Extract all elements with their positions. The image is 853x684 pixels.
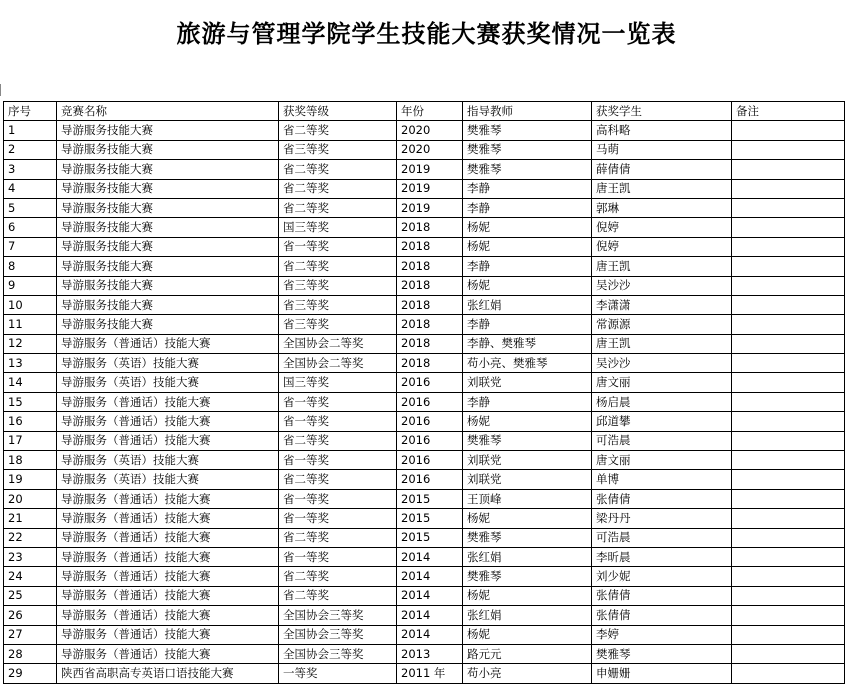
cell-index: 16: [4, 412, 57, 431]
cell-instructor: 李静: [463, 257, 592, 276]
cell-year: 2020: [397, 140, 463, 159]
cell-remarks: [732, 373, 845, 392]
cell-instructor: 李静: [463, 179, 592, 198]
cell-competition: 导游服务技能大赛: [57, 237, 279, 256]
cell-instructor: 苟小亮、樊雅琴: [463, 354, 592, 373]
cell-instructor: 樊雅琴: [463, 528, 592, 547]
cell-award-level: 省二等奖: [279, 179, 397, 198]
cell-index: 17: [4, 431, 57, 450]
table-row: [4, 606, 845, 625]
cell-remarks: [732, 160, 845, 179]
cell-instructor: 李静: [463, 392, 592, 411]
header-cell-award-level: 获奖等级: [279, 102, 397, 121]
cell-competition: 导游服务（普通话）技能大赛: [57, 586, 279, 605]
cell-award-level: 省三等奖: [279, 276, 397, 295]
cell-remarks: [732, 121, 845, 140]
cell-award-level: 省一等奖: [279, 547, 397, 566]
cell-remarks: [732, 237, 845, 256]
cell-instructor: 杨妮: [463, 586, 592, 605]
cell-instructor: 王顶峰: [463, 489, 592, 508]
cell-year: 2014: [397, 625, 463, 644]
cell-competition: 导游服务（普通话）技能大赛: [57, 528, 279, 547]
table-row: [4, 451, 845, 470]
cell-year: 2018: [397, 295, 463, 314]
header-cell-year: 年份: [397, 102, 463, 121]
table-row: [4, 295, 845, 314]
cell-competition: 导游服务技能大赛: [57, 257, 279, 276]
table-row: [4, 586, 845, 605]
cell-competition: 导游服务（英语）技能大赛: [57, 470, 279, 489]
table-row: [4, 334, 845, 353]
cell-remarks: [732, 431, 845, 450]
cell-award-level: 省二等奖: [279, 528, 397, 547]
cell-instructor: 樊雅琴: [463, 431, 592, 450]
cell-award-level: 省二等奖: [279, 567, 397, 586]
cell-instructor: 李静: [463, 198, 592, 217]
cell-student: 倪婷: [592, 237, 732, 256]
cell-competition: 导游服务技能大赛: [57, 295, 279, 314]
cell-competition: 陕西省高职高专英语口语技能大赛: [57, 664, 279, 683]
cell-award-level: 国三等奖: [279, 218, 397, 237]
cell-remarks: [732, 586, 845, 605]
cell-year: 2018: [397, 237, 463, 256]
cell-award-level: 全国协会三等奖: [279, 606, 397, 625]
cell-competition: 导游服务（普通话）技能大赛: [57, 412, 279, 431]
cell-instructor: 杨妮: [463, 509, 592, 528]
header-cell-student: 获奖学生: [592, 102, 732, 121]
cell-index: 19: [4, 470, 57, 489]
cell-remarks: [732, 198, 845, 217]
cell-index: 4: [4, 179, 57, 198]
cell-year: 2014: [397, 586, 463, 605]
cell-year: 2015: [397, 489, 463, 508]
cell-competition: 导游服务（英语）技能大赛: [57, 354, 279, 373]
cell-competition: 导游服务技能大赛: [57, 160, 279, 179]
cell-remarks: [732, 218, 845, 237]
cell-index: 11: [4, 315, 57, 334]
cell-award-level: 省二等奖: [279, 431, 397, 450]
cell-award-level: 省一等奖: [279, 489, 397, 508]
cell-index: 29: [4, 664, 57, 683]
awards-table-body: [4, 102, 845, 684]
cell-remarks: [732, 334, 845, 353]
cell-competition: 导游服务技能大赛: [57, 315, 279, 334]
cell-award-level: 省一等奖: [279, 451, 397, 470]
cell-student: 马萌: [592, 140, 732, 159]
table-row: [4, 392, 845, 411]
table-row: [4, 276, 845, 295]
cell-remarks: [732, 451, 845, 470]
cell-year: 2018: [397, 257, 463, 276]
table-row: [4, 664, 845, 683]
cell-instructor: 张红娟: [463, 295, 592, 314]
cell-index: 12: [4, 334, 57, 353]
cell-index: 14: [4, 373, 57, 392]
cell-index: 25: [4, 586, 57, 605]
cell-remarks: [732, 625, 845, 644]
cell-index: 10: [4, 295, 57, 314]
table-row: [4, 160, 845, 179]
cell-index: 28: [4, 644, 57, 663]
table-row: [4, 315, 845, 334]
cell-remarks: [732, 257, 845, 276]
cell-student: 梁丹丹: [592, 509, 732, 528]
cell-student: 单博: [592, 470, 732, 489]
cell-year: 2016: [397, 451, 463, 470]
cell-competition: 导游服务技能大赛: [57, 121, 279, 140]
cell-student: 申姗姗: [592, 664, 732, 683]
cell-student: 吴沙沙: [592, 276, 732, 295]
cell-year: 2016: [397, 373, 463, 392]
cell-award-level: 全国协会二等奖: [279, 354, 397, 373]
table-row: [4, 237, 845, 256]
header-cell-instructor: 指导教师: [463, 102, 592, 121]
cell-index: 2: [4, 140, 57, 159]
cell-student: 吴沙沙: [592, 354, 732, 373]
cell-year: 2016: [397, 412, 463, 431]
cell-award-level: 省三等奖: [279, 140, 397, 159]
table-row: [4, 257, 845, 276]
cell-instructor: 樊雅琴: [463, 160, 592, 179]
cell-year: 2015: [397, 528, 463, 547]
cell-student: 可浩晨: [592, 528, 732, 547]
cell-student: 唐王凯: [592, 179, 732, 198]
cell-student: 薛倩倩: [592, 160, 732, 179]
cell-instructor: 樊雅琴: [463, 121, 592, 140]
table-row: [4, 431, 845, 450]
cell-student: 唐文丽: [592, 373, 732, 392]
cell-award-level: 省二等奖: [279, 121, 397, 140]
table-row: [4, 373, 845, 392]
cell-competition: 导游服务技能大赛: [57, 179, 279, 198]
cell-remarks: [732, 489, 845, 508]
cell-instructor: 刘联党: [463, 373, 592, 392]
cell-year: 2020: [397, 121, 463, 140]
cell-instructor: 杨妮: [463, 218, 592, 237]
table-row: [4, 198, 845, 217]
cell-award-level: 省一等奖: [279, 412, 397, 431]
table-row: [4, 489, 845, 508]
cell-index: 3: [4, 160, 57, 179]
table-row: [4, 412, 845, 431]
cell-instructor: 杨妮: [463, 276, 592, 295]
cell-index: 9: [4, 276, 57, 295]
cell-index: 13: [4, 354, 57, 373]
cell-remarks: [732, 664, 845, 683]
table-row: [4, 625, 845, 644]
table-row: [4, 179, 845, 198]
cell-award-level: 省二等奖: [279, 198, 397, 217]
cell-instructor: 杨妮: [463, 237, 592, 256]
cell-competition: 导游服务（普通话）技能大赛: [57, 489, 279, 508]
cell-competition: 导游服务（英语）技能大赛: [57, 373, 279, 392]
cell-student: 邱道攀: [592, 412, 732, 431]
cell-award-level: 全国协会三等奖: [279, 644, 397, 663]
header-cell-competition: 竞赛名称: [57, 102, 279, 121]
cell-instructor: 张红娟: [463, 606, 592, 625]
cell-year: 2018: [397, 354, 463, 373]
cell-award-level: 省一等奖: [279, 392, 397, 411]
cell-student: 刘少妮: [592, 567, 732, 586]
cell-year: 2016: [397, 470, 463, 489]
cell-year: 2018: [397, 315, 463, 334]
awards-table: [3, 101, 845, 684]
cell-year: 2018: [397, 218, 463, 237]
cell-competition: 导游服务（普通话）技能大赛: [57, 547, 279, 566]
cell-index: 8: [4, 257, 57, 276]
table-row: [4, 140, 845, 159]
cell-competition: 导游服务（普通话）技能大赛: [57, 334, 279, 353]
table-row: [4, 567, 845, 586]
cell-student: 李婷: [592, 625, 732, 644]
cell-student: 常源源: [592, 315, 732, 334]
cell-competition: 导游服务（普通话）技能大赛: [57, 606, 279, 625]
cell-instructor: 李静: [463, 315, 592, 334]
cell-student: 倪婷: [592, 218, 732, 237]
header-cell-index: 序号: [4, 102, 57, 121]
cell-index: 7: [4, 237, 57, 256]
cell-year: 2011 年: [397, 664, 463, 683]
cell-student: 李昕晨: [592, 547, 732, 566]
cell-competition: 导游服务（普通话）技能大赛: [57, 431, 279, 450]
table-row: [4, 644, 845, 663]
cell-remarks: [732, 606, 845, 625]
cell-remarks: [732, 528, 845, 547]
cell-index: 23: [4, 547, 57, 566]
cell-index: 21: [4, 509, 57, 528]
cell-year: 2014: [397, 547, 463, 566]
cell-index: 24: [4, 567, 57, 586]
cell-award-level: 全国协会二等奖: [279, 334, 397, 353]
cell-remarks: [732, 509, 845, 528]
cell-year: 2019: [397, 179, 463, 198]
cell-year: 2019: [397, 160, 463, 179]
cell-instructor: 张红娟: [463, 547, 592, 566]
cell-index: 6: [4, 218, 57, 237]
cell-index: 20: [4, 489, 57, 508]
cell-instructor: 杨妮: [463, 625, 592, 644]
cell-index: 18: [4, 451, 57, 470]
cell-year: 2014: [397, 567, 463, 586]
cell-student: 张倩倩: [592, 586, 732, 605]
cell-remarks: [732, 644, 845, 663]
cell-student: 杨启晨: [592, 392, 732, 411]
cell-award-level: 一等奖: [279, 664, 397, 683]
cell-instructor: 杨妮: [463, 412, 592, 431]
cell-competition: 导游服务（普通话）技能大赛: [57, 567, 279, 586]
cell-student: 唐王凯: [592, 257, 732, 276]
cell-competition: 导游服务（普通话）技能大赛: [57, 392, 279, 411]
cell-edge-marker: [0, 84, 1, 96]
cell-remarks: [732, 276, 845, 295]
header-cell-remarks: 备注: [732, 102, 845, 121]
cell-remarks: [732, 567, 845, 586]
cell-student: 李潇潇: [592, 295, 732, 314]
cell-competition: 导游服务（普通话）技能大赛: [57, 644, 279, 663]
cell-remarks: [732, 392, 845, 411]
cell-award-level: 省二等奖: [279, 160, 397, 179]
cell-award-level: 国三等奖: [279, 373, 397, 392]
cell-student: 张倩倩: [592, 489, 732, 508]
cell-year: 2019: [397, 198, 463, 217]
cell-instructor: 苟小亮: [463, 664, 592, 683]
cell-student: 郭琳: [592, 198, 732, 217]
cell-remarks: [732, 315, 845, 334]
table-row: [4, 121, 845, 140]
cell-instructor: 刘联党: [463, 470, 592, 489]
cell-student: 樊雅琴: [592, 644, 732, 663]
cell-index: 26: [4, 606, 57, 625]
cell-year: 2018: [397, 334, 463, 353]
cell-instructor: 李静、樊雅琴: [463, 334, 592, 353]
table-row: [4, 528, 845, 547]
cell-instructor: 路元元: [463, 644, 592, 663]
cell-student: 唐文丽: [592, 451, 732, 470]
cell-competition: 导游服务技能大赛: [57, 140, 279, 159]
cell-remarks: [732, 295, 845, 314]
table-row: [4, 470, 845, 489]
cell-award-level: 省二等奖: [279, 470, 397, 489]
cell-index: 22: [4, 528, 57, 547]
cell-index: 5: [4, 198, 57, 217]
cell-competition: 导游服务（英语）技能大赛: [57, 451, 279, 470]
cell-year: 2014: [397, 606, 463, 625]
cell-student: 可浩晨: [592, 431, 732, 450]
cell-award-level: 省二等奖: [279, 586, 397, 605]
cell-award-level: 省二等奖: [279, 257, 397, 276]
cell-year: 2013: [397, 644, 463, 663]
cell-student: 张倩倩: [592, 606, 732, 625]
cell-remarks: [732, 354, 845, 373]
cell-competition: 导游服务技能大赛: [57, 198, 279, 217]
cell-index: 15: [4, 392, 57, 411]
cell-remarks: [732, 470, 845, 489]
page-title: 旅游与管理学院学生技能大赛获奖情况一览表: [176, 20, 677, 48]
cell-instructor: 刘联党: [463, 451, 592, 470]
cell-year: 2016: [397, 431, 463, 450]
cell-index: 1: [4, 121, 57, 140]
cell-award-level: 省三等奖: [279, 295, 397, 314]
cell-remarks: [732, 412, 845, 431]
cell-competition: 导游服务（普通话）技能大赛: [57, 509, 279, 528]
cell-year: 2018: [397, 276, 463, 295]
cell-instructor: 樊雅琴: [463, 140, 592, 159]
cell-award-level: 省三等奖: [279, 315, 397, 334]
cell-instructor: 樊雅琴: [463, 567, 592, 586]
cell-year: 2015: [397, 509, 463, 528]
cell-remarks: [732, 140, 845, 159]
table-row: [4, 218, 845, 237]
cell-index: 27: [4, 625, 57, 644]
cell-award-level: 全国协会三等奖: [279, 625, 397, 644]
cell-competition: 导游服务技能大赛: [57, 276, 279, 295]
cell-student: 高科略: [592, 121, 732, 140]
header-row: [4, 102, 845, 121]
cell-competition: 导游服务（普通话）技能大赛: [57, 625, 279, 644]
cell-award-level: 省一等奖: [279, 509, 397, 528]
cell-student: 唐王凯: [592, 334, 732, 353]
cell-award-level: 省一等奖: [279, 237, 397, 256]
cell-year: 2016: [397, 392, 463, 411]
cell-remarks: [732, 547, 845, 566]
cell-competition: 导游服务技能大赛: [57, 218, 279, 237]
table-row: [4, 509, 845, 528]
cell-remarks: [732, 179, 845, 198]
table-row: [4, 354, 845, 373]
table-row: [4, 547, 845, 566]
